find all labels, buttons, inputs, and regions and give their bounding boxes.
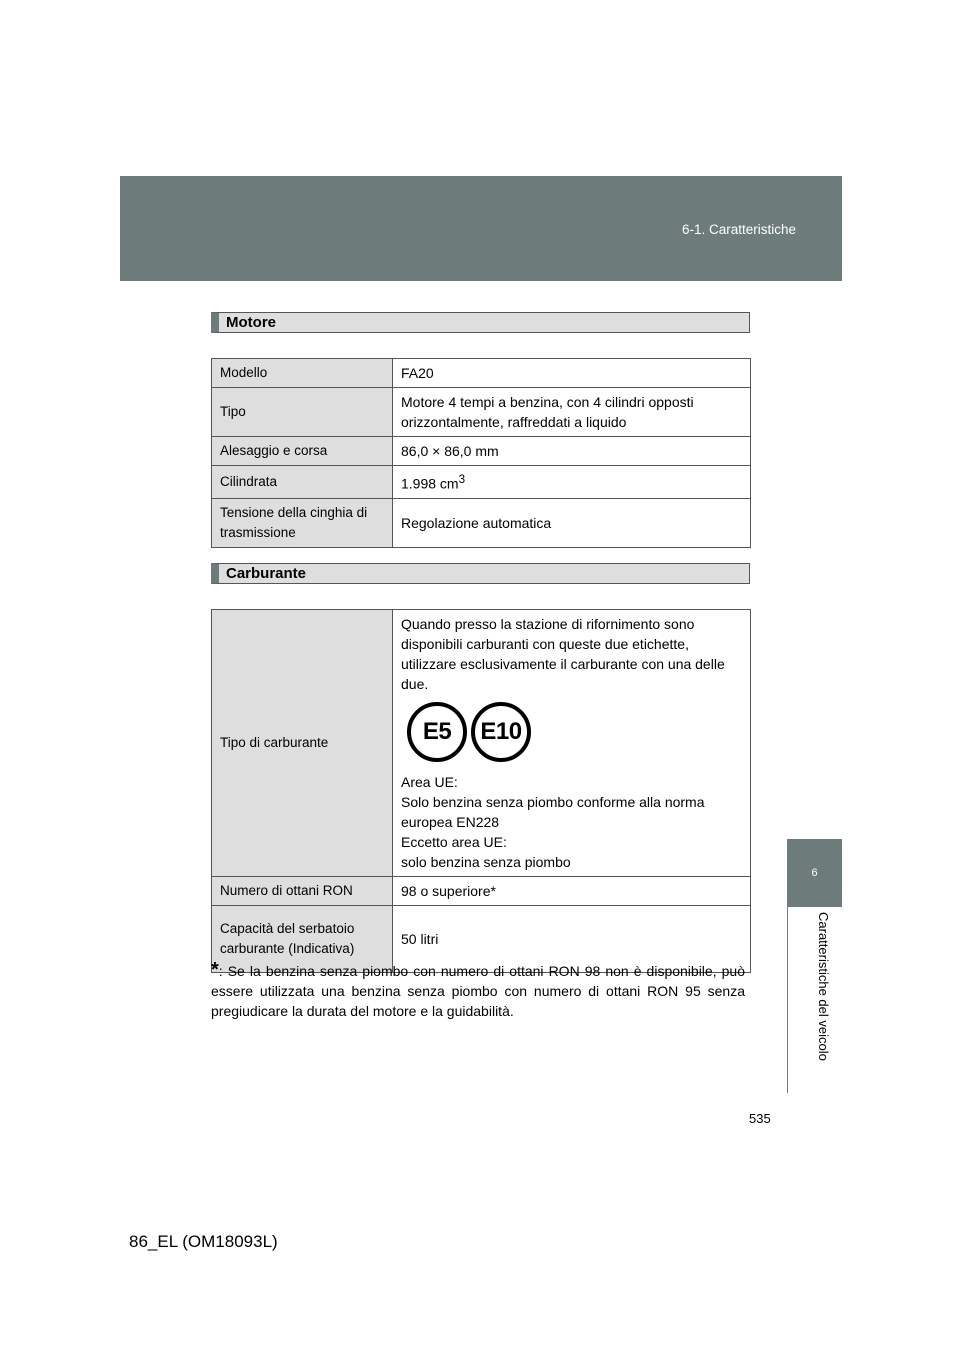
table-row (212, 359, 751, 388)
row-value: 98 o superiore* (393, 877, 751, 906)
section-title-carburante: Carburante (211, 563, 750, 584)
row-label: Cilindrata (212, 466, 393, 499)
footnote (211, 960, 745, 1021)
table-row (212, 466, 751, 499)
fuel-label-badges (407, 702, 742, 762)
footnote-mark: * (211, 959, 219, 981)
section-breadcrumb: 6-1. Caratteristiche (681, 222, 796, 237)
table-row (212, 437, 751, 466)
fuel-area-line: solo benzina senza piombo (401, 854, 571, 870)
row-label: Tipo (212, 388, 393, 437)
table-row (212, 388, 751, 437)
fuel-area-line: Eccetto area UE: (401, 834, 507, 850)
table-row (212, 498, 751, 547)
chapter-tab-number: 6 (787, 839, 842, 907)
row-label: Tensione della cinghia di trasmissione (212, 498, 393, 547)
displacement-value: 1.998 cm (401, 475, 459, 492)
row-label: Modello (212, 359, 393, 388)
row-label: Alesaggio e corsa (212, 437, 393, 466)
row-value: FA20 (393, 359, 751, 388)
row-value: 86,0 × 86,0 mm (393, 437, 751, 466)
fuel-area-line: Area UE: (401, 774, 458, 790)
row-label: Capacità del serbatoio carburante (Indicativa) (212, 906, 393, 973)
chapter-tab-band (787, 907, 842, 1093)
row-value: Motore 4 tempi a benzina, con 4 cilindri opposti orizzontalmente, raffreddati a liquido (393, 388, 751, 437)
engine-spec-table (211, 358, 751, 548)
document-code: 86_EL (OM18093L) (129, 1232, 278, 1251)
fuel-spec-table (211, 609, 751, 973)
fuel-badge-e10: E10 (471, 702, 531, 762)
table-row (212, 610, 751, 877)
footnote-text: : Se la benzina senza piombo con numero di ottani RON 98 non è disponibile, può essere utilizzata una benzina senza piombo con numero di ottani RON 95 senza pregiudicare la durata del motore e la guidabilità. (211, 963, 745, 1019)
fuel-area-line: Solo benzina senza piombo conforme alla norma europea EN228 (401, 794, 705, 830)
row-label: Tipo di carburante (212, 610, 393, 877)
row-value (393, 610, 751, 877)
row-value: Regolazione automatica (393, 498, 751, 547)
fuel-intro-text: Quando presso la stazione di rifornimento sono disponibili carburanti con queste due etichette, utilizzare esclusivamente il carburante con una delle due. (401, 616, 725, 692)
row-label: Numero di ottani RON (212, 877, 393, 906)
chapter-tab-label: Caratteristiche del veicolo (816, 912, 831, 1061)
header-band (120, 176, 842, 281)
displacement-unit-exponent: 3 (458, 473, 466, 486)
row-value (393, 466, 751, 499)
fuel-badge-e5: E5 (407, 702, 467, 762)
section-title-motore: Motore (211, 312, 750, 333)
page-number: 535 (749, 1111, 771, 1126)
row-value: 50 litri (393, 906, 751, 973)
table-row (212, 877, 751, 906)
